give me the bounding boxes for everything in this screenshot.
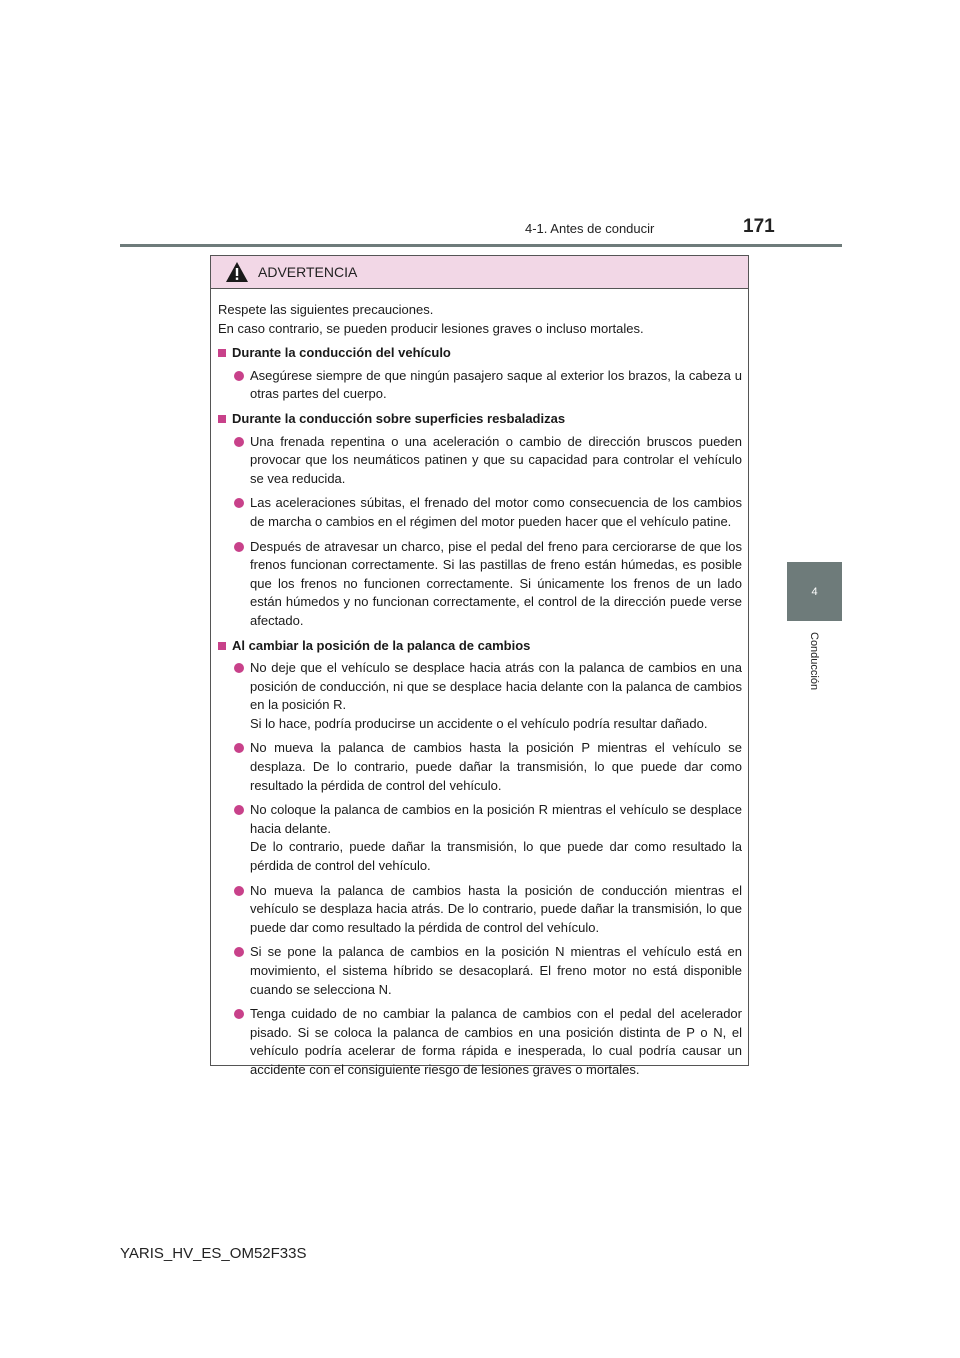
- warning-box: [210, 255, 749, 1077]
- list-item: [226, 943, 742, 999]
- round-bullet-icon: [234, 371, 244, 381]
- list-item-text: No mueva la palanca de cambios hasta la posición P mientras el vehículo se desplaza. De lo contrario, puede dañar la transmisión, lo que puede dar como resultado la pérdida de control del vehículo.: [250, 740, 742, 793]
- list-item: [226, 538, 742, 631]
- list-item: [226, 882, 742, 938]
- list-item: [226, 433, 742, 489]
- list-item-text: No coloque la palanca de cambios en la posición R mientras el vehículo se desplace hacia delante.: [250, 802, 742, 836]
- list-item-text: Si lo hace, podría producirse un accidente o el vehículo podría resultar dañado.: [250, 715, 708, 731]
- header-section: 4-1. Antes de conducir: [525, 221, 655, 236]
- list-item-text: Después de atravesar un charco, pise el pedal del freno para cerciorarse de que los frenos funcionan correctamente. Si las pastillas de freno están húmedas, es posible que los frenos no funcionen correctamente. Si únicamente los frenos de un lado están húmedos y no funcionan correctamente, el control de la dirección puede verse afectado.: [250, 538, 742, 628]
- section-heading: [218, 637, 742, 656]
- section-heading-text: Durante la conducción sobre superficies resbaladizas: [232, 410, 566, 426]
- warning-header: [211, 256, 748, 289]
- round-bullet-icon: [234, 498, 244, 508]
- list-item: [226, 1005, 742, 1079]
- footer-code: YARIS_HV_ES_OM52F33S: [120, 1245, 307, 1262]
- chapter-tab[interactable]: 4: [787, 562, 842, 621]
- intro-line: Respete las siguientes precauciones.: [218, 302, 434, 317]
- section-heading: [218, 410, 742, 429]
- list-item-text: Una frenada repentina o una aceleración o cambio de dirección bruscos pueden provocar que los neumáticos patinen y que su capacidad para controlar el vehículo se vea reducida.: [250, 433, 742, 486]
- square-bullet-icon: [218, 415, 226, 423]
- page-number: 171: [743, 216, 775, 237]
- header-rule: [120, 244, 842, 247]
- warning-title: ADVERTENCIA: [258, 264, 358, 280]
- list-item: [226, 367, 742, 404]
- square-bullet-icon: [218, 642, 226, 650]
- list-item-text: Asegúrese siempre de que ningún pasajero saque al exterior los brazos, la cabeza u otras partes del cuerpo.: [250, 367, 742, 402]
- intro-line: En caso contrario, se pueden producir lesiones graves o incluso mortales.: [218, 320, 644, 336]
- section-heading: [218, 344, 742, 363]
- list-item-text: Si se pone la palanca de cambios en la posición N mientras el vehículo está en movimiento, el sistema híbrido se desacoplará. El freno motor no está disponible cuando se selecciona N.: [250, 944, 742, 997]
- list-item: [226, 494, 742, 531]
- list-item: [226, 659, 742, 733]
- section-heading-text: Al cambiar la posición de la palanca de cambios: [232, 637, 531, 653]
- list-item-text: De lo contrario, puede dañar la transmisión, lo que puede dar como resultado la pérdida de control del vehículo.: [250, 839, 742, 874]
- list-item-text: No mueva la palanca de cambios hasta la posición de conducción mientras el vehículo se desplaza hacia atrás. De lo contrario, puede dañar la transmisión, lo que puede dar como resultado la pérdida de control del vehículo.: [250, 882, 742, 935]
- round-bullet-icon: [234, 805, 244, 815]
- round-bullet-icon: [234, 1009, 244, 1019]
- round-bullet-icon: [234, 542, 244, 552]
- warning-intro: [218, 301, 742, 338]
- section-heading-text: Durante la conducción del vehículo: [232, 345, 451, 361]
- list-item: [226, 801, 742, 875]
- list-item: [226, 739, 742, 795]
- square-bullet-icon: [218, 349, 226, 357]
- round-bullet-icon: [234, 947, 244, 957]
- round-bullet-icon: [234, 886, 244, 896]
- warning-body: [211, 289, 748, 1080]
- chapter-label: Conducción: [808, 632, 820, 691]
- list-item-text: Las aceleraciones súbitas, el frenado del motor como consecuencia de los cambios de marcha o cambios en el régimen del motor pueden hacer que el vehículo patine.: [250, 495, 742, 529]
- list-item-text: Tenga cuidado de no cambiar la palanca de cambios con el pedal del acelerador pisado. Si se coloca la palanca de cambios en una posición distinta de P o N, el vehículo podría acelerar de forma rápida e inesperada, lo cual podría causar un accidente con el consiguiente riesgo de lesiones graves o mortales.: [250, 1006, 742, 1077]
- round-bullet-icon: [234, 663, 244, 673]
- round-bullet-icon: [234, 437, 244, 447]
- round-bullet-icon: [234, 743, 244, 753]
- warning-triangle-icon: [225, 261, 249, 283]
- list-item-text: No deje que el vehículo se desplace hacia atrás con la palanca de cambios en una posición de conducción, ni que se desplace hacia delante con la palanca de cambios en la posición R.: [250, 660, 742, 713]
